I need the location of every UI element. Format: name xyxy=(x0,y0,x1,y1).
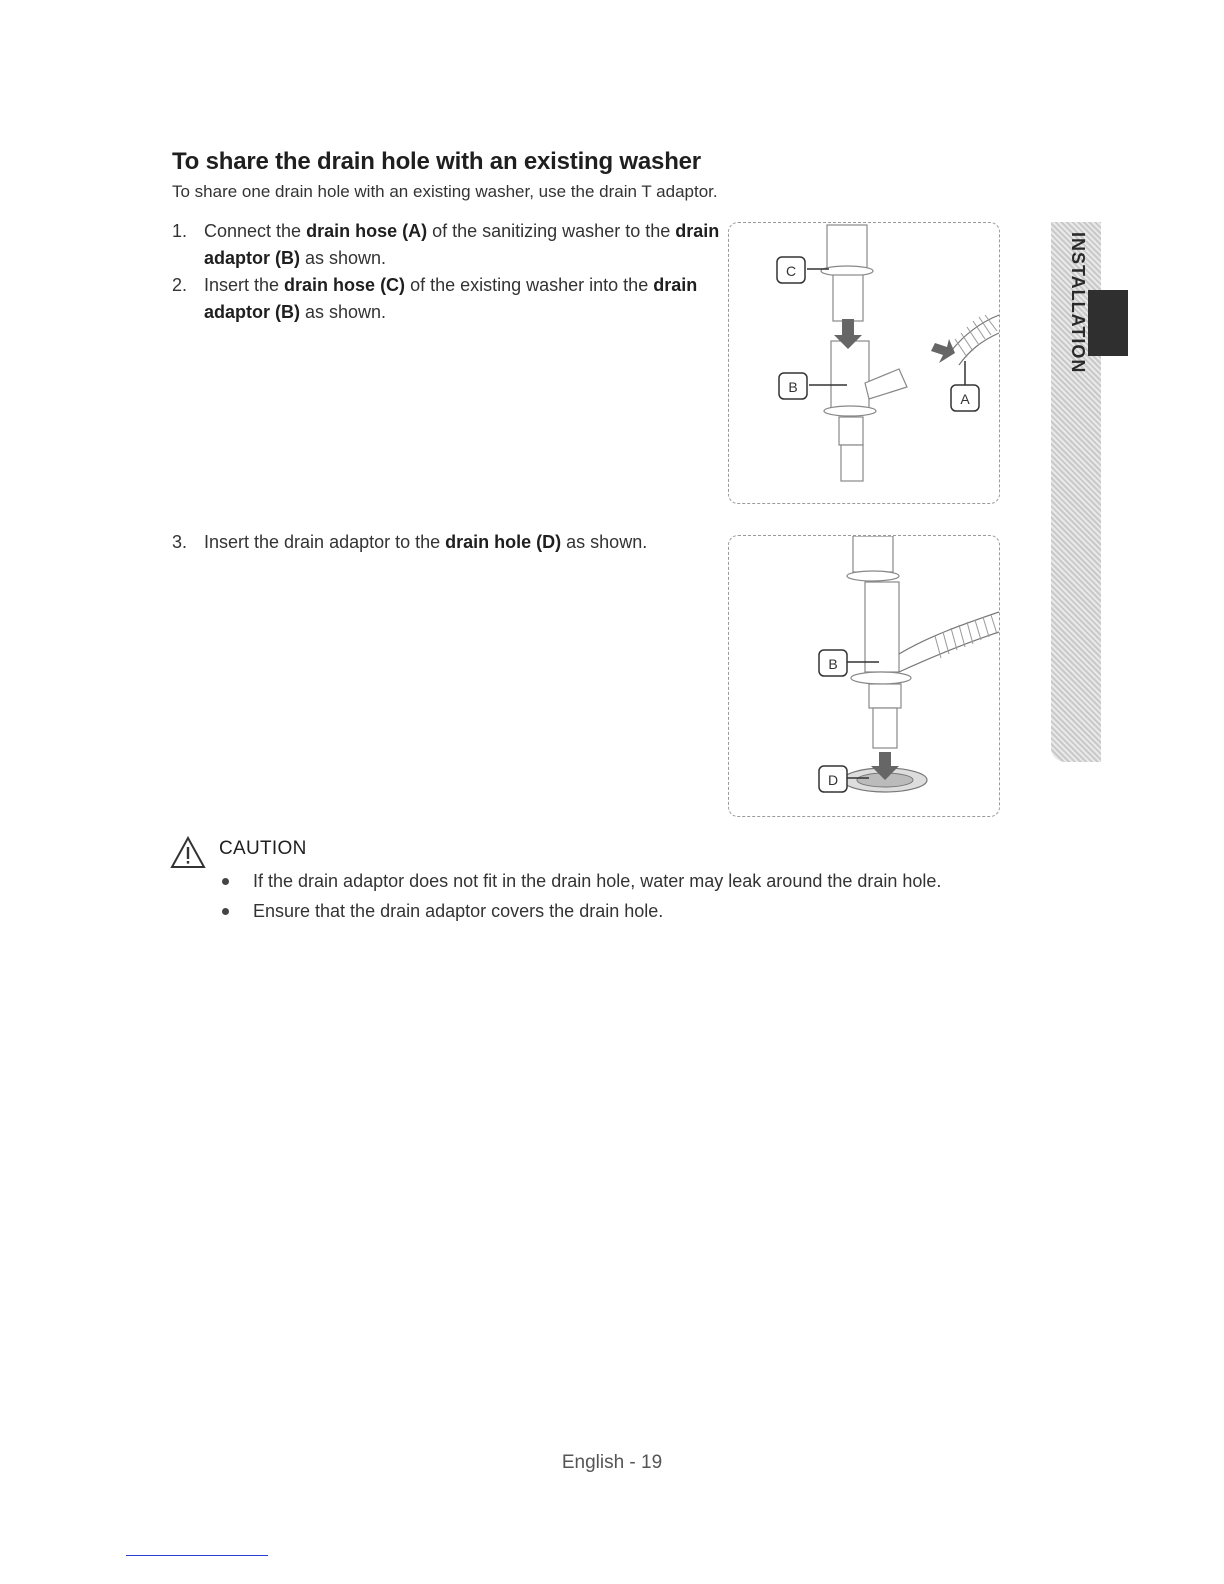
bottom-rule xyxy=(126,1555,268,1556)
section-title: To share the drain hole with an existing washer xyxy=(172,148,701,175)
label-b xyxy=(779,373,807,399)
step-2: 2. Insert the drain hose (C) of the existing washer into the drain adaptor (B) as shown. xyxy=(172,272,732,326)
label-a xyxy=(951,385,979,411)
caution-label: CAUTION xyxy=(219,838,307,859)
side-tab-marker xyxy=(1088,290,1128,356)
svg-text:C: C xyxy=(785,263,797,279)
step-number: 1. xyxy=(172,221,188,241)
figure-drain-adaptor-connection xyxy=(728,222,1000,504)
figure-drain-hole xyxy=(728,535,1000,817)
step-number: 2. xyxy=(172,275,188,295)
steps-list xyxy=(172,218,732,326)
page-number: English - 19 xyxy=(561,1452,663,1473)
section-intro: To share one drain hole with an existing washer, use the drain T adaptor. xyxy=(172,182,718,201)
svg-text:B: B xyxy=(788,379,798,395)
adaptor-hose-illustration xyxy=(729,223,999,503)
bullet-icon xyxy=(222,908,229,915)
left-arrow-icon xyxy=(931,339,955,363)
svg-text:B: B xyxy=(828,656,838,672)
step-1: 1. Connect the drain hose (A) of the sanitizing washer to the drain adaptor (B) as shown. xyxy=(172,218,732,272)
warning-triangle-icon xyxy=(170,836,206,870)
caution-item: Ensure that the drain adaptor covers the drain hole. xyxy=(222,896,941,926)
step-number: 3. xyxy=(172,532,188,552)
side-tab-label: INSTALLATION xyxy=(1068,232,1088,374)
label-b xyxy=(819,650,847,676)
label-d xyxy=(819,766,847,792)
caution-list xyxy=(222,866,941,926)
label-c xyxy=(777,257,805,283)
caution-item: If the drain adaptor does not fit in the drain hole, water may leak around the drain hole. xyxy=(222,866,941,896)
bullet-icon xyxy=(222,878,229,885)
adaptor-drain-hole-illustration xyxy=(729,536,999,816)
step-3: 3. Insert the drain adaptor to the drain hole (D) as shown. xyxy=(172,529,712,556)
svg-text:A: A xyxy=(960,391,970,407)
svg-text:D: D xyxy=(827,772,839,788)
